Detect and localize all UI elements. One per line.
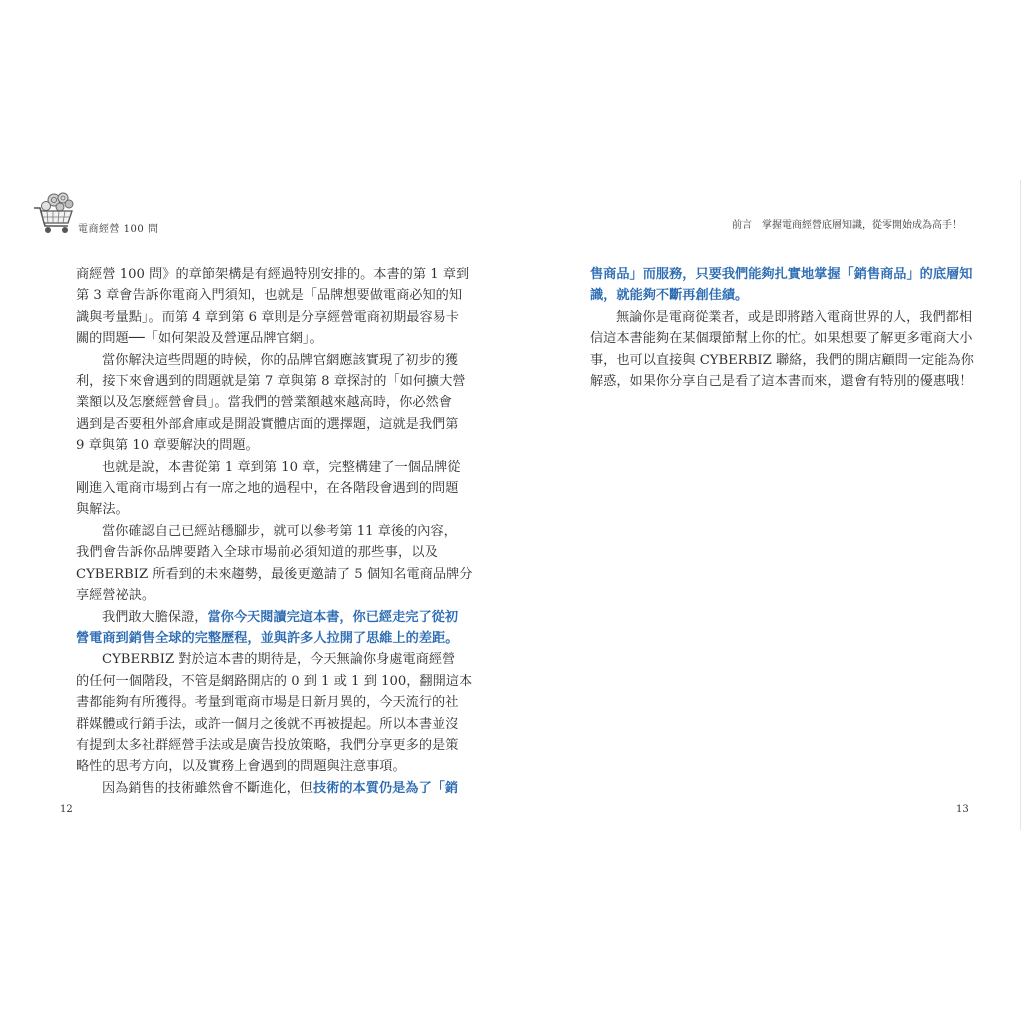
highlighted-text: 識，就能夠不斷再創佳績。 (590, 288, 749, 304)
text-line (76, 392, 452, 413)
text-segment: 略性的思考方向，以及實務上會遇到的問題與注意事項。 (76, 759, 406, 775)
text-line (76, 371, 466, 392)
left-page-body (76, 264, 473, 799)
text-segment: 有提到太多社群經營手法或是廣告投放策略，我們分享更多的是策 (76, 737, 459, 753)
text-line (76, 585, 438, 606)
highlighted-text: 營電商到銷售全球的完整歷程，並與許多人拉開了思維上的差距。 (76, 630, 459, 646)
text-line (76, 478, 459, 499)
text-line (76, 435, 438, 456)
text-line (76, 735, 459, 756)
book-title-header: 電商經營 100 問 (78, 224, 159, 235)
text-line (76, 778, 459, 799)
text-segment: 遇到是否要租外部倉庫或是開設實體店面的選擇題，這就是我們第 (76, 416, 459, 432)
highlighted-text: 售商品」而服務，只要我們能夠扎實地掌握「銷售商品」的底層知 (590, 267, 973, 282)
text-line (76, 285, 463, 306)
text-line (76, 692, 459, 713)
right-page-body (590, 264, 974, 392)
text-segment: 也就是說，本書從第 1 章到第 10 章，完整構建了一個品牌從 (102, 459, 461, 475)
page-number-right: 13 (956, 804, 969, 815)
text-segment: 我們敢大膽保證， (102, 609, 208, 625)
shopping-cart-with-coins-icon (32, 190, 80, 236)
text-segment: 無論你是電商從業者，或是即將踏入電商世界的人，我們都相 (616, 309, 973, 325)
text-line (76, 542, 438, 563)
text-line (590, 350, 974, 371)
text-line (590, 371, 973, 392)
text-segment: 關的問題──「如何架設及營運品牌官網」。 (76, 331, 323, 347)
text-line (76, 564, 473, 585)
text-line (76, 521, 457, 542)
text-segment: 業額以及怎麼經營會員」。當我們的營業額越來越高時，你必然會 (76, 395, 452, 411)
text-line (76, 264, 470, 285)
text-line (76, 350, 459, 371)
text-line (590, 264, 973, 285)
chapter-label: 前言 (732, 220, 752, 231)
text-segment: 當你確認自己已經站穩腳步，就可以參考第 11 章後的內容， (102, 523, 457, 539)
text-segment: 我們會告訴你品牌要踏入全球市場前必須知道的那些事，以及 (76, 545, 438, 561)
text-line (76, 499, 438, 520)
text-segment: 書都能夠有所獲得。考量到電商市場是日新月異的，今天流行的社 (76, 695, 459, 711)
text-segment: CYBERBIZ 所看到的未來趨勢，最後更邀請了 5 個知名電商品牌分 (76, 566, 473, 582)
text-line (76, 714, 459, 735)
text-segment: 因為銷售的技術雖然會不斷進化，但 (102, 780, 313, 796)
text-segment: 第 3 章會告訴你電商入門須知，也就是「品牌想要做電商必知的知 (76, 288, 463, 304)
text-line (76, 649, 456, 670)
text-segment: CYBERBIZ 對於這本書的期待是，今天無論你身處電商經營 (102, 652, 456, 668)
chapter-header (732, 216, 962, 231)
text-line (76, 671, 473, 692)
text-segment: 利，接下來會遇到的問題就是第 7 章與第 8 章探討的「如何擴大營 (76, 374, 466, 390)
text-line (76, 328, 438, 349)
text-segment: 9 章與第 10 章要解決的問題。 (76, 438, 259, 454)
text-segment: 當你解決這些問題的時候，你的品牌官網應該實現了初步的獲 (102, 352, 459, 368)
text-segment: 享經營祕訣。 (76, 588, 156, 604)
text-line (76, 756, 438, 777)
page-number-left: 12 (60, 804, 73, 815)
text-segment: 剛進入電商市場到占有一席之地的過程中，在各階段會遇到的問題 (76, 481, 459, 497)
text-segment: 解惑，如果你分享自己是看了這本書而來，還會有特別的優惠哦！ (590, 374, 973, 390)
text-line (76, 628, 459, 649)
text-segment: 群媒體或行銷手法，或許一個月之後就不再被提起。所以本書並沒 (76, 716, 459, 732)
text-segment: 商經營 100 問》的章節架構是有經過特別安排的。本書的第 1 章到 (76, 267, 470, 282)
chapter-title: 掌握電商經營底層知識，從零開始成為高手！ (762, 220, 962, 231)
text-segment: 事，也可以直接與 CYBERBIZ 聯絡，我們的開店顧問一定能為你 (590, 352, 974, 368)
text-segment: 信這本書能夠在某個環節幫上你的忙。如果想要了解更多電商大小 (590, 331, 973, 347)
text-line (76, 307, 460, 328)
text-line (76, 414, 459, 435)
text-segment: 與解法。 (76, 502, 129, 518)
text-line (590, 328, 973, 349)
highlighted-text: 當你今天閱讀完這本書，你已經走完了從初 (207, 609, 459, 625)
text-line (590, 307, 973, 328)
highlighted-text: 技術的本質仍是為了「銷 (313, 780, 459, 796)
page-edge (1020, 180, 1021, 830)
text-segment: 的任何一個階段，不管是網路開店的 0 到 1 或 1 到 100，翻開這本 (76, 673, 473, 689)
text-line (76, 457, 461, 478)
text-line (76, 607, 459, 628)
text-line (590, 285, 952, 306)
text-segment: 識與考量點」。而第 4 章到第 6 章則是分享經營電商初期最容易卡 (76, 309, 460, 325)
